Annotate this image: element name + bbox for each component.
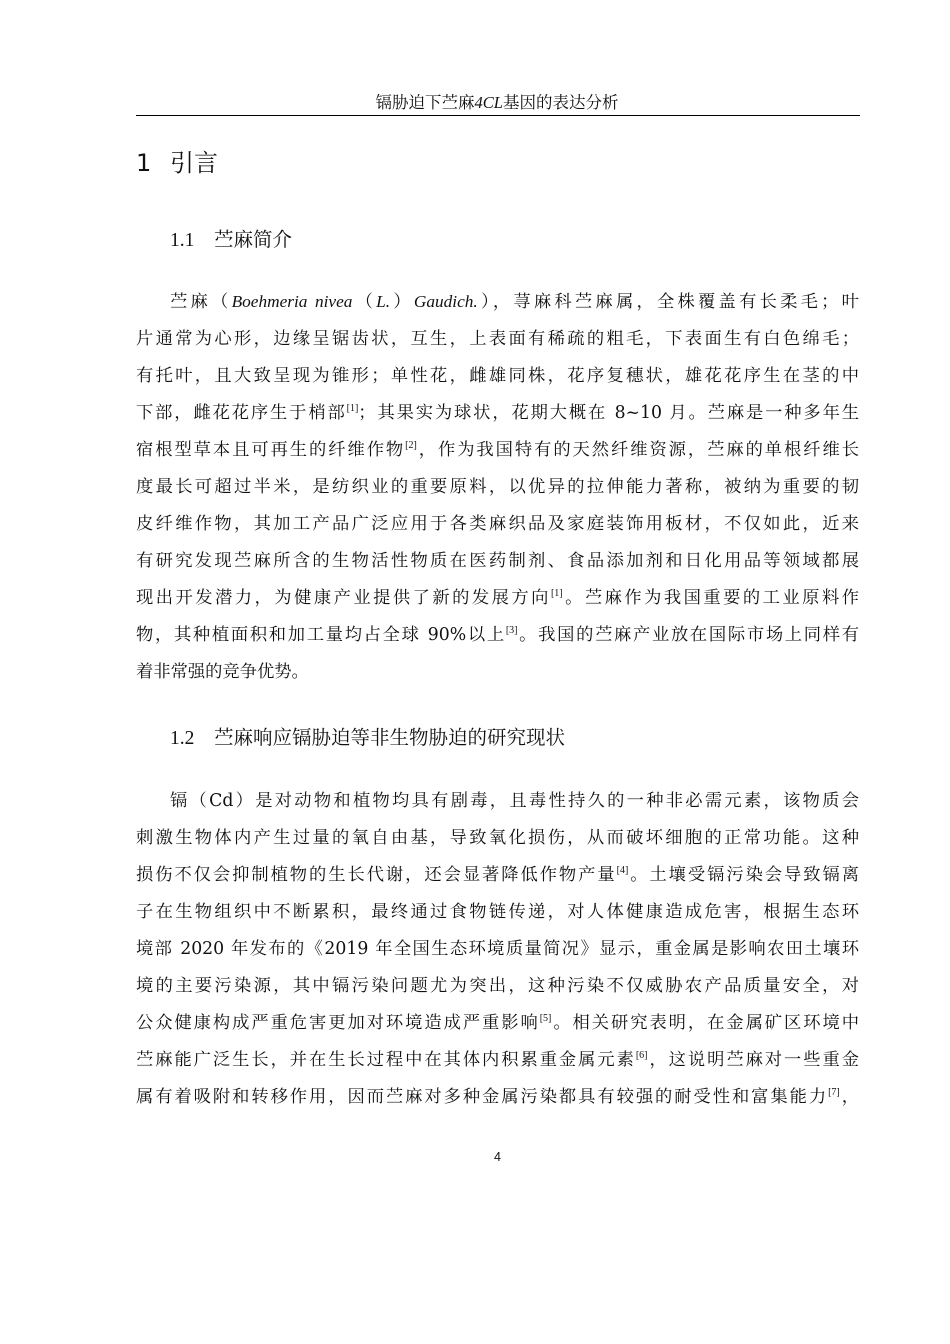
text-run: 镉（Cd）是对动物和植物均具有剧毒，且毒性持久的一种非必需元素，该物质会: [170, 791, 859, 811]
running-header: [136, 92, 858, 114]
text-run: 苎麻能广泛生长，并在生长过程中在其体内积累重金属元素: [136, 1050, 636, 1070]
text-run: 宿根型草本且可再生的纤维作物: [136, 440, 406, 460]
citation-ref: [4]: [616, 865, 629, 877]
text-run: 子在生物组织中不断累积，最终通过食物链传递，对人体健康造成危害，根据生态环: [136, 902, 859, 922]
text-run: 。相关研究表明，在金属矿区环境中: [551, 1013, 859, 1033]
citation-ref: [1]: [550, 588, 563, 600]
text-run: 物，其种植面积和加工量均占全球 90%以上: [136, 625, 506, 645]
text-run: 有研究发现苎麻所含的生物活性物质在医药制剂、食品添加剂和日化用品等领域都展: [136, 551, 859, 571]
paragraph-line: [136, 1085, 859, 1109]
text-run: 度最长可超过半米，是纺织业的重要原料，以优异的拉伸能力著称，被纳为重要的韧: [136, 477, 859, 497]
subsection-number: 1.1: [170, 230, 195, 251]
subsection-title: 苎麻响应镉胁迫等非生物胁迫的研究现状: [214, 726, 566, 749]
paragraph-line: [136, 863, 859, 887]
text-run: 有托叶，且大致呈现为锥形；单性花，雌雄同株，花序复穗状，雄花花序生在茎的中: [136, 366, 859, 386]
paragraph-line: [170, 789, 859, 813]
text-run: ），荨麻科苎麻属，全株覆盖有长柔毛；叶: [477, 292, 859, 312]
text-run: 现出开发潜力，为健康产业提供了新的发展方向: [136, 588, 551, 608]
text-run: 下部，雌花花序生于梢部: [136, 403, 347, 423]
text-run: 境部 2020 年发布的《2019 年全国生态环境质量简况》显示，重金属是影响农田土壤环: [136, 939, 859, 959]
section-number: 1: [136, 149, 152, 177]
text-run: ，: [839, 1087, 859, 1107]
paragraph-line: [136, 974, 859, 998]
text-run: 。我国的苎麻产业放在国际市场上同样有: [517, 625, 859, 645]
subsection-heading-1-2: [170, 724, 565, 753]
text-run: ，作为我国特有的天然纤维资源，苎麻的单根纤维长: [416, 440, 859, 460]
paragraph-line: [136, 327, 859, 351]
text-run: （: [352, 292, 377, 312]
subsection-title: 苎麻简介: [214, 228, 293, 251]
header-title-suffix: 基因的表达分析: [502, 93, 619, 112]
citation-ref: [6]: [635, 1050, 648, 1062]
header-title-prefix: 镉胁迫下苎麻: [375, 93, 475, 112]
paragraph-line: [136, 937, 859, 961]
section-heading-1: [136, 146, 218, 180]
text-run: ；其果实为球状，花期大概在 8~10 月。苎麻是一种多年生: [358, 403, 859, 423]
page-number: 4: [494, 1150, 501, 1164]
citation-ref: [3]: [505, 625, 518, 637]
text-run: ，这说明苎麻对一些重金: [647, 1050, 859, 1070]
text-run: 境的主要污染源，其中镉污染问题尤为突出，这种污染不仅威胁农产品质量安全，对: [136, 976, 859, 996]
subsection-number: 1.2: [170, 728, 195, 749]
text-run: 片通常为心形，边缘呈锯齿状，互生，上表面有稀疏的粗毛，下表面生有白色绵毛；: [136, 329, 859, 349]
text-run: ）: [390, 292, 414, 312]
text-run: 苎麻（: [170, 292, 232, 312]
header-rule: [136, 115, 860, 116]
paragraph-line: [136, 660, 859, 684]
author-abbrev-italic: L.: [376, 292, 391, 311]
citation-ref: [7]: [828, 1087, 840, 1099]
citation-ref: [5]: [539, 1013, 552, 1025]
text-run: 刺激生物体内产生过量的氧自由基，导致氧化损伤，从而破坏细胞的正常功能。这种: [136, 828, 859, 848]
citation-ref: [2]: [405, 440, 417, 452]
text-run: 。苎麻作为我国重要的工业原料作: [562, 588, 859, 608]
paragraph-line: [136, 586, 859, 610]
section-title: 引言: [170, 149, 218, 177]
citation-ref: [1]: [346, 403, 359, 415]
text-run: 公众健康构成严重危害更加对环境造成严重影响: [136, 1013, 540, 1033]
author-name-italic: Gaudich.: [413, 292, 478, 311]
paragraph-line: [136, 826, 859, 850]
paragraph-line: [136, 364, 859, 388]
text-run: 。土壤受镉污染会导致镉离: [628, 865, 859, 885]
paragraph-line: [170, 290, 859, 314]
paragraph-line: [136, 549, 859, 573]
text-run: 着非常强的竞争优势。: [136, 662, 309, 682]
paragraph-line: [136, 438, 859, 462]
paragraph-line: [136, 401, 859, 425]
paragraph-line: [136, 900, 859, 924]
text-run: 属有着吸附和转移作用，因而苎麻对多种金属污染都具有较强的耐受性和富集能力: [136, 1087, 829, 1107]
paragraph-line: [136, 623, 859, 647]
text-run: 皮纤维作物，其加工产品广泛应用于各类麻织品及家庭装饰用板材，不仅如此，近来: [136, 514, 859, 534]
paragraph-line: [136, 1048, 859, 1072]
paragraph-line: [136, 512, 859, 536]
paragraph-line: [136, 1011, 859, 1035]
text-run: 损伤不仅会抑制植物的生长代谢，还会显著降低作物产量: [136, 865, 617, 885]
subsection-heading-1-1: [170, 226, 292, 255]
paragraph-line: [136, 475, 859, 499]
header-gene-name: 4CL: [474, 93, 503, 112]
species-name-italic: Boehmeria nivea: [231, 292, 353, 311]
